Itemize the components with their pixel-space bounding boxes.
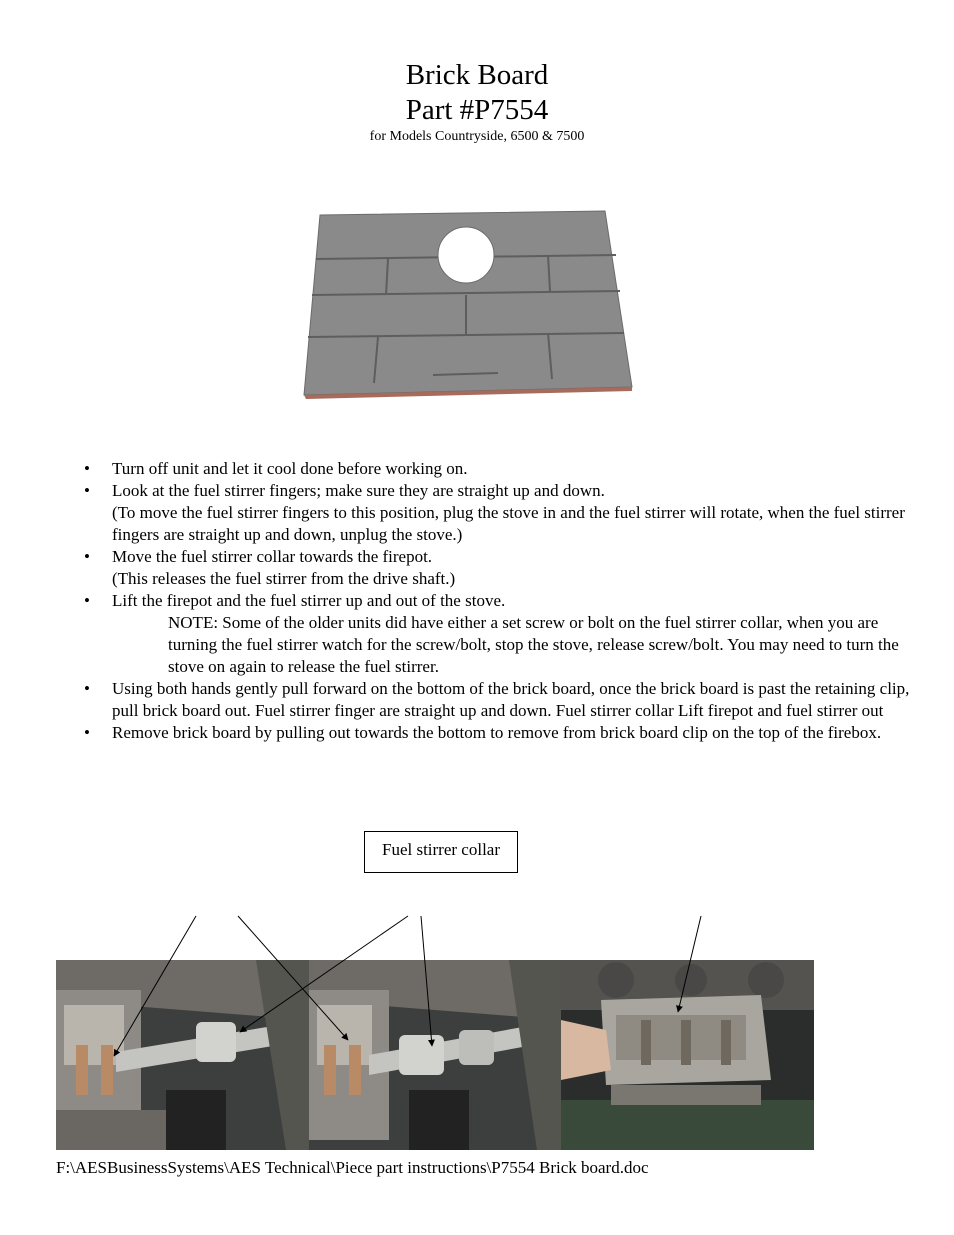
- bullet-icon: •: [84, 481, 90, 500]
- list-item: [80, 458, 910, 480]
- step-text: Look at the fuel stirrer fingers; make sure they are straight up and down.: [112, 481, 605, 500]
- list-item: [80, 480, 910, 546]
- step-text: Turn off unit and let it cool done before working on.: [112, 459, 468, 478]
- step-text: Lift the firepot and the fuel stirrer up and out of the stove.: [112, 591, 506, 610]
- step-text: Using both hands gently pull forward on the bottom of the brick board, once the brick board is past the retaining clip, pull brick board out. Fuel stirrer finger are straight up and down. Fuel stirrer collar Lift firepot and fuel stirrer out: [112, 679, 910, 720]
- step-note: NOTE: Some of the older units did have either a set screw or bolt on the fuel stirrer collar, when you are turning the fuel stirrer watch for the screw/bolt, stop the stove, release screw/bolt. You may need to turn the stove on again to release the fuel stirrer.: [168, 613, 899, 676]
- step-subtext: (This releases the fuel stirrer from the drive shaft.): [112, 569, 456, 588]
- step-text: Remove brick board by pulling out towards the bottom to remove from brick board clip on the top of the firebox.: [112, 723, 882, 742]
- fuel-stirrer-collar-callout: Fuel stirrer collar: [364, 831, 518, 873]
- photo-stirrer-collar: [56, 960, 309, 1150]
- file-path-footer: F:\AESBusinessSystems\AES Technical\Piece part instructions\P7554 Brick board.doc: [56, 1158, 649, 1177]
- list-item: [80, 590, 910, 678]
- photo-lift-firepot: [561, 960, 814, 1150]
- list-item: [80, 546, 910, 590]
- bullet-icon: •: [84, 723, 90, 742]
- step-text: Move the fuel stirrer collar towards the firepot.: [112, 547, 433, 566]
- bullet-icon: •: [84, 459, 90, 478]
- models-subtitle: for Models Countryside, 6500 & 7500: [369, 129, 585, 144]
- bullet-icon: •: [84, 591, 90, 610]
- part-number: Part #P7554: [405, 94, 549, 126]
- photo-collar-moved: [309, 960, 561, 1150]
- bullet-icon: •: [84, 547, 90, 566]
- step-subtext: (To move the fuel stirrer fingers to this position, plug the stove in and the fuel stirrer will rotate, when the fuel stirrer fingers are straight up and down, unplug the stove.): [112, 503, 905, 544]
- instruction-list: [80, 458, 910, 744]
- bullet-icon: •: [84, 679, 90, 698]
- document-title: Brick Board: [405, 59, 549, 91]
- brick-board-image: [298, 205, 638, 405]
- list-item: [80, 678, 910, 722]
- list-item: [80, 722, 910, 744]
